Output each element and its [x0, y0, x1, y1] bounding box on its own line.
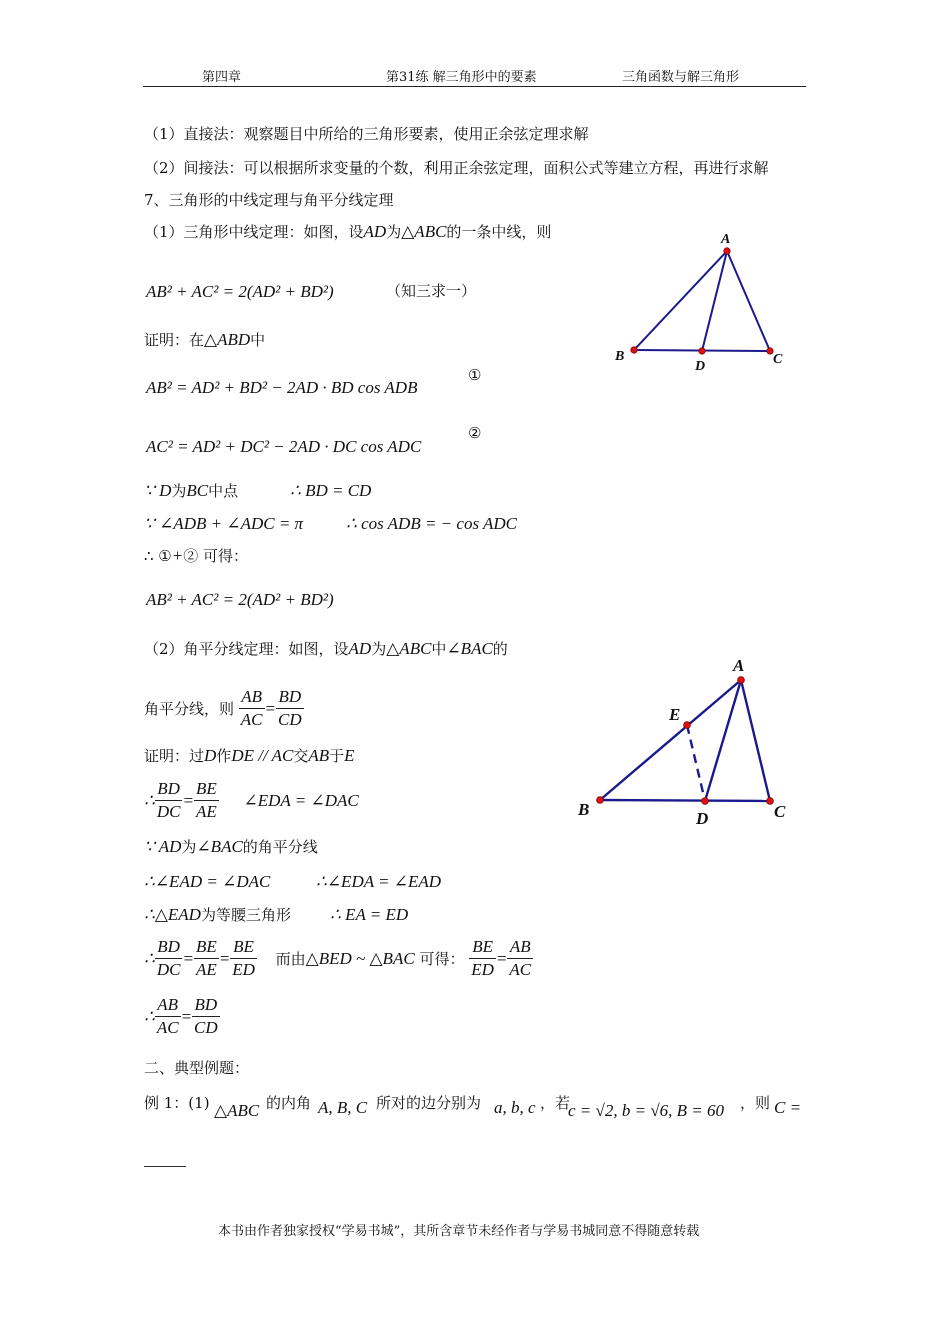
r3-b: ∴∠EDA = ∠EAD	[316, 872, 442, 891]
ex1-c: 所对的边分别为	[376, 1094, 482, 1112]
r5-frac-5: $\frac{AB}{AC}$	[509, 937, 532, 979]
median-label-d: D	[695, 359, 706, 374]
bis-of: 的	[492, 640, 508, 658]
ex1-tri: △ABC	[214, 1101, 260, 1120]
bisector-point-e	[684, 722, 691, 729]
answer-blank	[144, 1166, 186, 1167]
since1-a: ∵ D	[144, 481, 172, 500]
bis-proof-ee: E	[344, 746, 355, 765]
ratio-line-1: ∴ $\frac{BD}{DC}$ = $\frac{BE}{AE}$ ∠EDA = ∠DAC	[144, 779, 359, 821]
median-side-ab	[634, 251, 727, 350]
r1-frac-2: $\frac{BE}{AE}$	[195, 779, 217, 821]
bisector-label-b: B	[578, 800, 590, 819]
median-line-ad	[702, 251, 727, 351]
bisector-side-ab	[600, 680, 741, 800]
median-diagram	[610, 228, 800, 378]
r4-c: ∴ EA = ED	[330, 905, 409, 924]
r3-a: ∴∠EAD = ∠DAC	[144, 872, 271, 891]
r2-d: 的角平分线	[242, 838, 318, 856]
bis-proof-ab: AB	[308, 746, 330, 765]
ex1-cond: c = √2, b = √6, B = 60	[568, 1101, 725, 1120]
r5-frac-4: $\frac{BE}{ED}$	[471, 937, 494, 979]
r6-frac-2: $\frac{BD}{CD}$	[194, 995, 218, 1037]
r2-a: ∵ AD	[144, 837, 182, 856]
r5-frac-2: $\frac{BE}{AE}$	[195, 937, 217, 979]
bis-is: 为	[371, 640, 387, 658]
median-label-a: A	[721, 232, 731, 247]
bisector-point-a	[738, 677, 745, 684]
section7-title: 7、三角形的中线定理与角平分线定理	[144, 191, 394, 209]
median-tail: 的一条中线，则	[446, 223, 552, 241]
ratio-line-5: ∴ $\frac{BD}{DC}$ = $\frac{BE}{AE}$ = $\frac{BE}{ED}$ 而由△BED ~ △BAC 可得： $\frac{BE}{ED}$ = $\frac{AB}{AC}$	[144, 937, 532, 979]
median-point-b	[631, 347, 637, 353]
bisector-side-bc	[600, 800, 770, 801]
method-direct: （1）直接法：观察题目中所给的三角形要素，使用正余弦定理求解	[144, 125, 589, 143]
equation-1: AB² = AD² + BD² − 2AD · BD cos ADB	[146, 378, 418, 397]
median-point-a	[724, 248, 730, 254]
bisector-label-d: D	[696, 809, 709, 828]
sum-line	[144, 545, 248, 566]
bis-proof-b: 作	[216, 747, 232, 765]
bisector-point-c	[767, 798, 774, 805]
ex1-q: C =	[774, 1098, 802, 1117]
bis-proof-c: 交	[293, 747, 309, 765]
bisector-label-c: C	[774, 802, 786, 821]
header-lesson: 第31练 解三角形中的要素	[386, 70, 537, 85]
r4-a: ∴△EAD	[144, 905, 201, 924]
sum-plus: +	[171, 546, 184, 565]
proof-label: 证明：在	[144, 331, 205, 349]
since1-b: 为	[171, 482, 187, 500]
r1-frac-1: $\frac{BD}{DC}$	[156, 779, 181, 821]
median-side-ac	[727, 251, 770, 351]
median-label-c: C	[773, 352, 783, 367]
r4-b: 为等腰三角形	[200, 906, 291, 924]
method-indirect: （2）间接法：可以根据所求变量的个数，利用正余弦定理，面积公式等建立方程，再进行求解	[144, 159, 769, 177]
r2-b: 为	[181, 838, 197, 856]
proof-in: 中	[250, 331, 266, 349]
bis-angle: ∠BAC	[446, 639, 493, 658]
proof-tri: △ABD	[204, 330, 251, 349]
bis-proof-line	[144, 745, 355, 766]
r2-line	[144, 836, 318, 857]
since2: ∵ ∠ADB + ∠ADC = π	[144, 514, 304, 533]
bisector-side-ac	[741, 680, 770, 801]
r5-frac-3: $\frac{BE}{ED}$	[232, 937, 255, 979]
ex1-e: ，则	[740, 1094, 771, 1112]
bisector-diagram	[570, 650, 810, 830]
ex1-b: 的内角	[266, 1094, 312, 1112]
bis-line2: 角平分线，则	[144, 700, 235, 718]
bisector-point-b	[597, 797, 604, 804]
median-ad: AD	[363, 222, 387, 241]
bisector-label-e: E	[669, 705, 681, 724]
sum-b: ②	[183, 547, 199, 565]
bis-proof-e: 于	[329, 747, 345, 765]
r5-mid-sim: △BED ~ △BAC	[305, 948, 415, 968]
bisector-formula-line: 角平分线，则 $\frac{AB}{AC}$ = $\frac{BD}{CD}$	[144, 687, 302, 729]
ratio-line-6: ∴ $\frac{AB}{AC}$ = $\frac{BD}{CD}$	[144, 995, 218, 1037]
bis-frac-2: $\frac{BD}{CD}$	[278, 687, 302, 729]
median-intro: （1）三角形中线定理：如图，设	[144, 223, 364, 241]
ex1-sides: a, b, c	[494, 1098, 536, 1117]
bisector-line-de	[687, 725, 705, 801]
examples-title: 二、典型例题：	[144, 1059, 250, 1077]
median-is: 为	[386, 223, 402, 241]
since1-c: BC	[186, 481, 209, 500]
r2-c: ∠BAC	[196, 837, 243, 856]
median-formula: AB² + AC² = 2(AD² + BD²)	[146, 282, 334, 301]
equation-1-mark: ①	[468, 366, 482, 384]
median-point-d	[699, 348, 705, 354]
bis-in: 中	[431, 640, 447, 658]
r1-angle: ∠EDA = ∠DAC	[243, 790, 359, 810]
since-midpoint-line	[144, 480, 238, 501]
bis-ad: AD	[348, 639, 372, 658]
bisector-line-ad	[705, 680, 741, 801]
ex1-angles: A, B, C	[318, 1098, 368, 1117]
bis-intro: （2）角平分线定理：如图，设	[144, 640, 349, 658]
header-topic: 三角函数与解三角形	[622, 70, 740, 85]
sum-a: ∴ ①	[144, 547, 172, 565]
bisector-intro-line	[144, 638, 508, 659]
r5-mid-b: 可得：	[419, 950, 465, 968]
equation-2-mark: ②	[468, 424, 482, 442]
header-chapter: 第四章	[202, 70, 242, 85]
sum-c: 可得：	[203, 547, 249, 565]
r5-frac-1: $\frac{BD}{DC}$	[156, 937, 181, 979]
bis-proof-d: D	[204, 746, 217, 765]
since1-d: 中点	[208, 482, 239, 500]
median-intro-line	[144, 221, 551, 242]
median-note: （知三求一）	[386, 282, 477, 300]
bisector-point-d	[702, 798, 709, 805]
ex1-d: ，若	[540, 1094, 571, 1112]
bis-frac-1: $\frac{AB}{AC}$	[240, 687, 263, 729]
bis-proof-de: DE // AC	[231, 746, 294, 765]
median-abc: △ABC	[401, 222, 447, 241]
median-label-b: B	[615, 349, 625, 364]
bisector-label-a: A	[733, 656, 745, 675]
equation-2: AC² = AD² + DC² − 2AD · DC cos ADC	[146, 437, 422, 456]
proof-line	[144, 329, 265, 350]
since1-result: ∴ BD = CD	[290, 481, 372, 500]
bis-proof-a: 证明：过	[144, 747, 205, 765]
r6-frac-1: $\frac{AB}{AC}$	[156, 995, 179, 1037]
bis-abc: △ABC	[386, 639, 432, 658]
sum-result: AB² + AC² = 2(AD² + BD²)	[146, 590, 334, 609]
r4-line	[144, 904, 291, 925]
footer-notice: 本书由作者独家授权“学易书城”，其所含章节未经作者与学易书城同意不得随意转载	[218, 1224, 700, 1239]
r5-mid-a: 而由	[275, 950, 306, 968]
ex1-a: 例 1：(1)	[144, 1094, 210, 1112]
example-1-line	[144, 1092, 210, 1113]
since2-result: ∴ cos ADB = − cos ADC	[346, 514, 518, 533]
header-rule	[143, 86, 806, 87]
